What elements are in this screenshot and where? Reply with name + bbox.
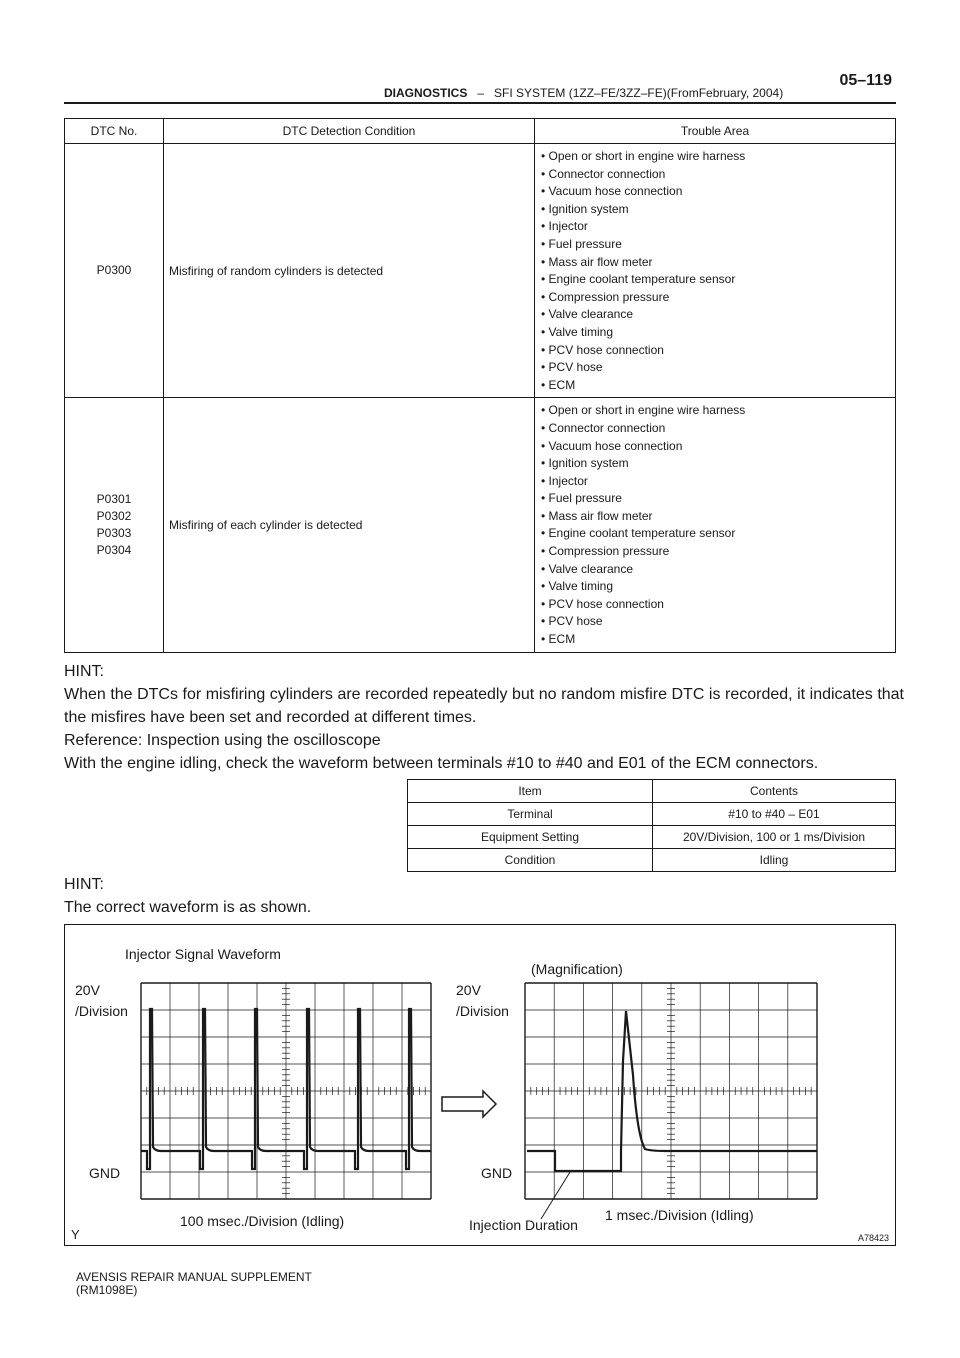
header-section: DIAGNOSTICS: [384, 86, 468, 100]
waveform-figure: [64, 924, 896, 1246]
list-item: • Engine coolant temperature sensor: [541, 272, 736, 287]
figure-id: A78423: [857, 1233, 889, 1243]
right-oscilloscope-grid: [525, 983, 817, 1199]
list-item: • Connector connection: [541, 420, 666, 435]
header-rule: [64, 102, 896, 104]
dtc-code: P0301: [96, 491, 132, 506]
dtc-code: P0300: [96, 263, 132, 278]
list-item: • Fuel pressure: [541, 236, 622, 251]
table-cell: Condition: [408, 849, 653, 872]
injection-duration-leader: [541, 1172, 570, 1219]
inspection-settings-table: [407, 779, 896, 872]
magnification-arrow: [442, 1091, 496, 1117]
list-item: • Fuel pressure: [541, 491, 622, 506]
left-oscilloscope-grid: [141, 983, 431, 1199]
left-division-label: /Division: [75, 1003, 128, 1019]
waveform-diagram: [65, 925, 897, 1247]
table-row: [408, 803, 896, 826]
table-row: [408, 780, 896, 803]
list-item: • PCV hose connection: [541, 596, 664, 611]
table-row: [65, 144, 896, 398]
injection-duration-label: Injection Duration: [469, 1217, 578, 1233]
dtc-code-cell: [65, 144, 164, 398]
right-volts-label: 20V: [456, 982, 481, 998]
dtc-code: P0304: [96, 542, 132, 557]
footer-manual-code: (RM1098E): [76, 1283, 138, 1297]
dtc-table-header: [65, 119, 896, 144]
list-item: • Engine coolant temperature sensor: [541, 526, 736, 541]
table-header-cell: Item: [408, 780, 653, 803]
list-item: • Valve timing: [541, 579, 614, 594]
trouble-area-list: [535, 144, 896, 398]
right-gnd-label: GND: [481, 1165, 513, 1181]
list-item: • Open or short in engine wire harness: [541, 403, 746, 418]
table-cell: 20V/Division, 100 or 1 ms/Division: [653, 826, 896, 849]
header-title: [384, 86, 783, 100]
list-item: • PCV hose: [541, 614, 603, 629]
list-item: • PCV hose connection: [541, 342, 664, 357]
list-item: • Valve clearance: [541, 561, 634, 576]
table-cell: Terminal: [408, 803, 653, 826]
waveform-title: Injector Signal Waveform: [125, 946, 281, 962]
detection-condition: Misfiring of random cylinders is detected: [164, 144, 535, 398]
list-item: • ECM: [541, 377, 576, 392]
list-item: • Injector: [541, 219, 588, 234]
list-item: • Vacuum hose connection: [541, 184, 683, 199]
dtc-table: [64, 118, 896, 653]
right-division-label: /Division: [456, 1003, 509, 1019]
left-gnd-label: GND: [89, 1165, 121, 1181]
table-cell: Idling: [653, 849, 896, 872]
instruction-text: With the engine idling, check the waveform between terminals #10 to #40 and E01 of the ECM connectors.: [64, 755, 819, 772]
left-volts-label: 20V: [75, 982, 100, 998]
list-item: • Valve clearance: [541, 307, 634, 322]
hint-text: When the DTCs for misfiring cylinders are recorded repeatedly but no random misfire DTC is recorded, it indicates that the misfires have been set and recorded at different times.: [64, 686, 904, 726]
table-header-cell: Contents: [653, 780, 896, 803]
list-item: • Compression pressure: [541, 289, 670, 304]
dtc-code: P0303: [96, 525, 132, 540]
hint-label: HINT:: [64, 663, 104, 680]
list-item: • Vacuum hose connection: [541, 438, 683, 453]
list-item: • PCV hose: [541, 360, 603, 375]
table-cell: Equipment Setting: [408, 826, 653, 849]
trouble-area-list: [535, 398, 896, 652]
list-item: • Injector: [541, 473, 588, 488]
right-timebase-label: 1 msec./Division (Idling): [605, 1207, 754, 1223]
col-detection-condition: DTC Detection Condition: [164, 119, 535, 144]
col-trouble-area: Trouble Area: [535, 119, 896, 144]
page-header: [64, 72, 896, 102]
table-row: [408, 849, 896, 872]
page-footer: [76, 1271, 312, 1297]
list-item: • Mass air flow meter: [541, 254, 653, 269]
page-number: 05–119: [839, 72, 892, 89]
list-item: • Ignition system: [541, 201, 629, 216]
reference-text: Reference: Inspection using the oscilloscope: [64, 732, 381, 749]
dtc-code: P0302: [96, 508, 132, 523]
list-item: • Ignition system: [541, 456, 629, 471]
magnification-label: (Magnification): [531, 961, 623, 977]
list-item: • Mass air flow meter: [541, 508, 653, 523]
list-item: • Valve timing: [541, 324, 614, 339]
left-timebase-label: 100 msec./Division (Idling): [180, 1213, 345, 1229]
corner-mark: Y: [71, 1227, 80, 1242]
hint-label: HINT:: [64, 876, 104, 893]
list-item: • Compression pressure: [541, 544, 670, 559]
hint-block: [64, 660, 904, 775]
header-subtitle: SFI SYSTEM (1ZZ–FE/3ZZ–FE)(FromFebruary, 2004): [494, 86, 784, 100]
hint-text: The correct waveform is as shown.: [64, 899, 312, 916]
list-item: • ECM: [541, 632, 576, 647]
hint-block-2: [64, 873, 904, 919]
detection-condition: Misfiring of each cylinder is detected: [164, 398, 535, 652]
table-row: [65, 398, 896, 652]
col-dtc-no: DTC No.: [65, 119, 164, 144]
table-row: [408, 826, 896, 849]
header-separator: –: [477, 86, 485, 100]
list-item: • Connector connection: [541, 166, 666, 181]
footer-manual-title: AVENSIS REPAIR MANUAL SUPPLEMENT: [76, 1270, 312, 1284]
dtc-code-cell: [65, 398, 164, 652]
list-item: • Open or short in engine wire harness: [541, 149, 746, 163]
table-cell: #10 to #40 – E01: [653, 803, 896, 826]
